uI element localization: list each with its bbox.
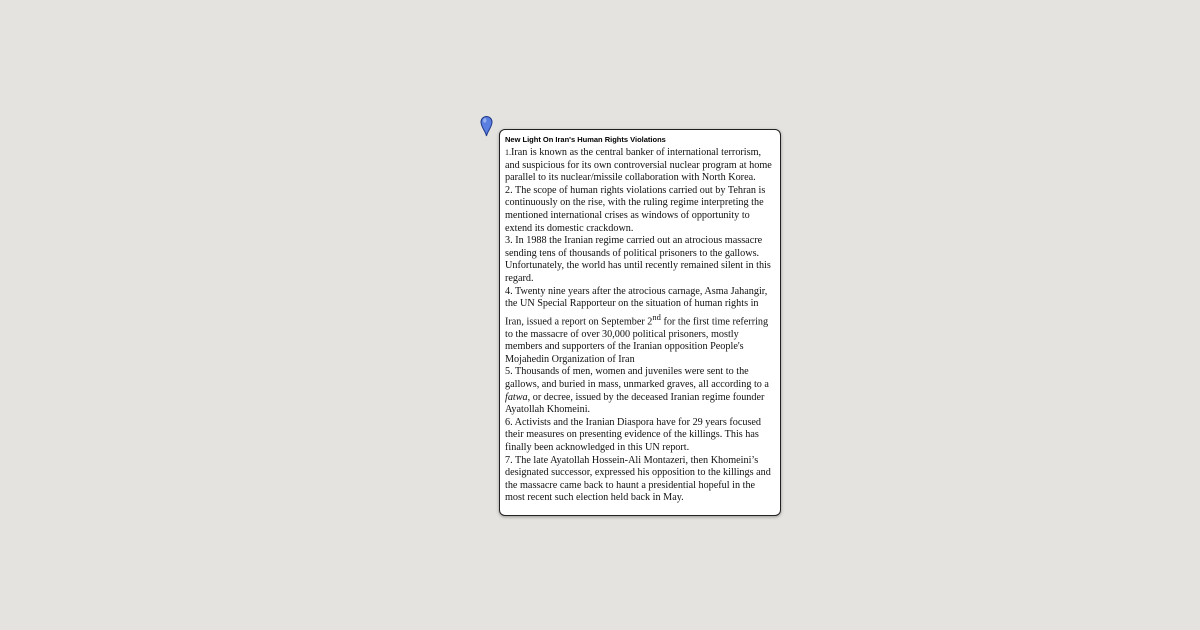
paragraph-6: 6. Activists and the Iranian Diaspora have for 29 years focused their measures on presenting evidence of the killings. This has finally been acknowledged in this UN report. [505,416,762,454]
paragraph-4 [505,286,775,367]
paragraph-4-superscript: nd [652,311,661,322]
paragraph-5-emphasis: fatwa [505,391,528,403]
paragraph-2: 2. The scope of human rights violations carried out by Tehran is continuously on the rise, with the ruling regime interpreting the mentioned international crises as windows of opportunity to extend its domestic crackdown. [505,184,766,234]
paragraph-5-text-start: 5. Thousands of men, women and juveniles were sent to the gallows, and buried in mass, unmarked graves, all according to a [505,366,769,391]
paragraph-1-number: 1. [505,148,511,157]
paragraph-4-text-end: for the first time referring to the massacre of over 30,000 political prisoners, mostly members and supporters of the Iranian opposition People's Mojahedin Organization of Iran [505,316,769,365]
paragraph-3: 3. In 1988 the Iranian regime carried out an atrocious massacre sending tens of thousands of political prisoners to the gallows. Unfortunately, the world has until recently remained silent in this regard. [505,235,771,284]
info-window-title: New Light On Iran's Human Rights Violations [505,135,666,144]
paragraph-7: 7. The late Ayatollah Hossein-Ali Montazeri, then Khomeini’s designated successor, expressed his opposition to the killings and the massacre came back to haunt a presidential hopeful in the most recent such election held back in May. [505,454,771,504]
paragraph-1 [505,147,775,185]
info-window-body [505,147,775,505]
paragraph-1-text: Iran is known as the central banker of international terrorism, and suspicious for its own controversial nuclear program at home parallel to its nuclear/missile collaboration with North Korea. [505,147,772,184]
paragraph-4-text-start: 4. Twenty nine years after the atrocious carnage, Asma Jahangir, the UN Special Rapporteur on the situation of human rights in Iran, issued a report on September 2 [505,285,768,328]
map-pin-icon[interactable] [480,115,493,137]
paragraph-5 [505,366,775,416]
paragraph-5-text-end: , or decree, issued by the deceased Iranian regime founder Ayatollah Khomeini. [505,391,765,416]
info-window [499,129,781,516]
